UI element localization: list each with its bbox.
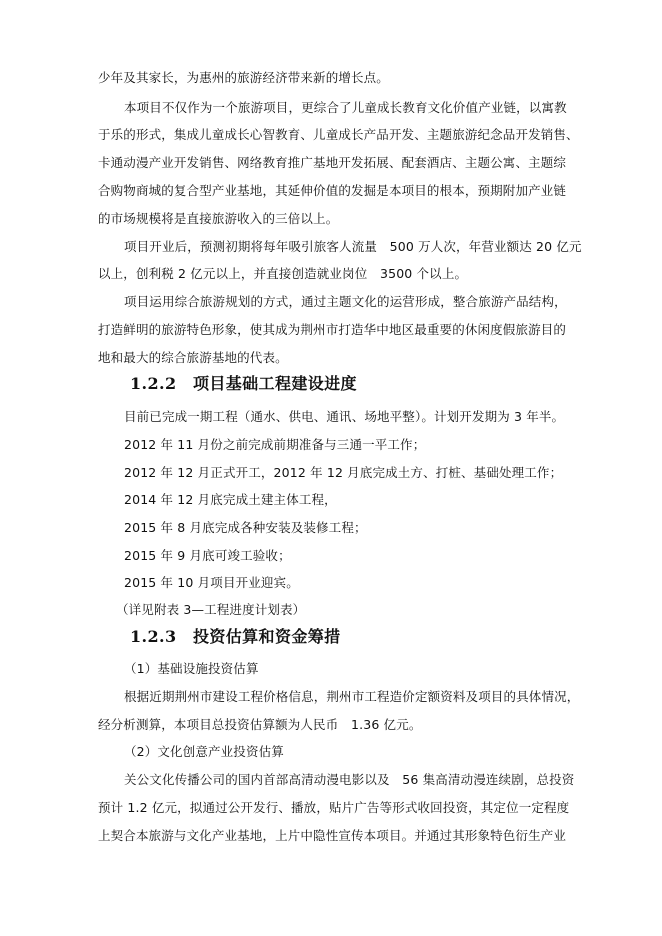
paragraph-line: 关公文化传播公司的国内首部高清动漫电影以及 56 集高清动漫连续剧，总投资 (124, 772, 575, 787)
schedule-line: 2012 年 12 月正式开工，2012 年 12 月底完成土方、打桩、基础处理工作； (124, 465, 563, 480)
schedule-note: （详见附表 3—工程进度计划表） (116, 602, 306, 617)
paragraph-line: 预计 1.2 亿元，拟通过公开发行、播放，贴片广告等形式收回投资，其定位一定程度 (98, 800, 570, 815)
paragraph-line: 地和最大的综合旅游基地的代表。 (98, 350, 288, 365)
paragraph-line: 根据近期荆州市建设工程价格信息，荆州市工程造价定额资料及项目的具体情况， (124, 689, 580, 704)
subsection-title: （1）基础设施投资估算 (124, 661, 259, 676)
section-heading-1-2-2: 1.2.2 项目基础工程建设进度 (130, 374, 357, 393)
paragraph-line: 本项目不仅作为一个旅游项目，更综合了儿童成长教育文化价值产业链，以寓教 (124, 100, 567, 115)
paragraph-line: 项目运用综合旅游规划的方式，通过主题文化的运营形成，整合旅游产品结构， (124, 294, 567, 309)
paragraph-line: 经分析测算，本项目总投资估算额为人民币 1.36 亿元。 (98, 717, 422, 732)
schedule-line: 2015 年 9 月底可竣工验收； (124, 548, 291, 563)
paragraph-line: 上契合本旅游与文化产业基地，上片中隐性宣传本项目。并通过其形象特色衍生产业 (98, 828, 567, 843)
paragraph-line: 于乐的形式，集成儿童成长心智教育、儿童成长产品开发、主题旅游纪念品开发销售、 (98, 127, 579, 142)
schedule-line: 2015 年 10 月项目开业迎宾。 (124, 575, 299, 590)
paragraph-line: 打造鲜明的旅游特色形象，使其成为荆州市打造华中地区最重要的休闲度假旅游目的 (98, 322, 567, 337)
paragraph-line: 项目开业后，预测初期将每年吸引旅客人流量 500 万人次，年营业额达 20 亿元 (124, 239, 582, 254)
paragraph-line: 合购物商城的复合型产业基地，其延伸价值的发掘是本项目的根本，预期附加产业链 (98, 183, 567, 198)
paragraph-line: 的市场规模将是直接旅游收入的三倍以上。 (98, 211, 339, 226)
subsection-title: （2）文化创意产业投资估算 (124, 744, 284, 759)
schedule-line: 2014 年 12 月底完成土建主体工程， (124, 492, 337, 507)
schedule-line: 2012 年 11 月份之前完成前期准备与三通一平工作； (124, 437, 426, 452)
schedule-line: 目前已完成一期工程（通水、供电、通讯、场地平整）。计划开发期为 3 年半。 (124, 409, 565, 424)
paragraph-line: 卡通动漫产业开发销售、网络教育推广基地开发拓展、配套酒店、主题公寓、主题综 (98, 155, 567, 170)
paragraph-line: 少年及其家长，为惠州的旅游经济带来新的增长点。 (98, 70, 389, 85)
section-heading-1-2-3: 1.2.3 投资估算和资金筹措 (130, 627, 341, 646)
schedule-line: 2015 年 8 月底完成各种安装及装修工程； (124, 520, 367, 535)
paragraph-line: 以上，创利税 2 亿元以上，并直接创造就业岗位 3500 个以上。 (98, 266, 468, 281)
